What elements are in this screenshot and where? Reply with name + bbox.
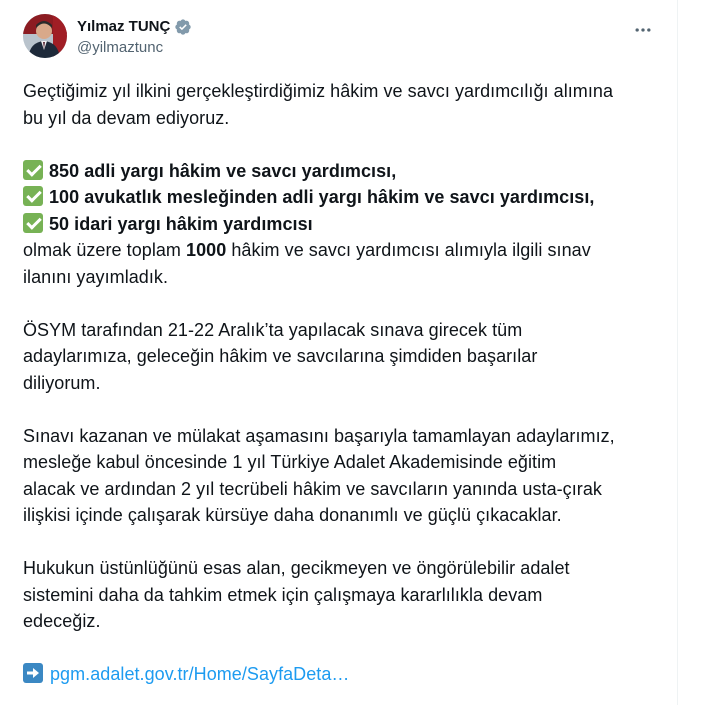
external-link[interactable]: pgm.adalet.gov.tr/Home/SayfaDeta… xyxy=(50,664,350,684)
avatar[interactable] xyxy=(23,14,67,58)
display-name-row xyxy=(77,16,192,38)
list-item-text: 50 idari yargı hâkim yardımcısı xyxy=(49,213,313,234)
paragraph-intro xyxy=(23,78,663,131)
text-line: ilişkisi içinde çalışarak kürsüye daha donanımlı ve güçlü çıkacaklar. xyxy=(23,505,562,525)
text-line: bu yıl da devam ediyoruz. xyxy=(23,107,230,128)
author-names xyxy=(77,16,192,58)
text-line: alacak ve ardından 2 yıl tecrübeli hâkim ve savcıların yanında usta-çırak xyxy=(23,478,602,499)
text-line: mesleğe kabul öncesinde 1 yıl Türkiye Adalet Akademisinde eğitim xyxy=(23,452,557,472)
text-line: edeceğiz. xyxy=(23,611,101,631)
link-row xyxy=(23,661,663,688)
white-check-mark-icon xyxy=(23,213,43,233)
text-line: adaylarımıza, geleceğin hâkim ve savcılarına şimdiden başarılar xyxy=(23,346,538,366)
paragraph-training xyxy=(23,423,663,529)
text-line: Geçtiğimiz yıl ilkini gerçekleştirdiğimiz hâkim ve savcı yardımcılığı alımına xyxy=(23,81,614,101)
list-item xyxy=(23,184,663,211)
more-options-button[interactable] xyxy=(631,18,655,42)
text-line: sistemini daha da tahkim etmek için çalışmaya kararlılıkla devam xyxy=(23,584,543,605)
paragraph-list xyxy=(23,158,663,291)
display-name[interactable]: Yılmaz TUNÇ xyxy=(77,18,171,35)
white-check-mark-icon xyxy=(23,160,43,180)
more-horizontal-icon xyxy=(633,20,653,40)
text-fragment: olmak üzere toplam xyxy=(23,240,187,260)
white-check-mark-icon xyxy=(23,186,43,206)
text-line xyxy=(23,237,663,264)
list-item-text: 100 avukatlık mesleğinden adli yargı hâkim ve savcı yardımcısı, xyxy=(49,187,595,207)
tweet-header xyxy=(23,14,677,62)
text-line: diliyorum. xyxy=(23,372,101,393)
list-item xyxy=(23,211,663,238)
text-line: ilanını yayımladık. xyxy=(23,266,169,287)
total-count: 1000 xyxy=(186,240,227,260)
list-item xyxy=(23,158,663,185)
verified-badge-icon xyxy=(174,18,192,36)
list-item-text: 850 adli yargı hâkim ve savcı yardımcısı, xyxy=(49,160,397,181)
text-fragment: hâkim ve savcı yardımcısı alımıyla ilgili sınav xyxy=(226,240,591,260)
text-line: ÖSYM tarafından 21-22 Aralık’ta yapılacak sınava girecek tüm xyxy=(23,319,523,340)
text-line: Sınavı kazanan ve mülakat aşamasını başarıyla tamamlayan adaylarımız, xyxy=(23,425,615,446)
arrow-right-icon xyxy=(23,663,43,683)
tweet-text xyxy=(23,78,663,688)
avatar-image xyxy=(23,14,67,58)
handle[interactable]: @yilmaztunc xyxy=(77,39,164,56)
text-line: Hukukun üstünlüğünü esas alan, gecikmeyen ve öngörülebilir adalet xyxy=(23,558,570,578)
paragraph-osym xyxy=(23,317,663,397)
paragraph-rule-of-law xyxy=(23,555,663,635)
